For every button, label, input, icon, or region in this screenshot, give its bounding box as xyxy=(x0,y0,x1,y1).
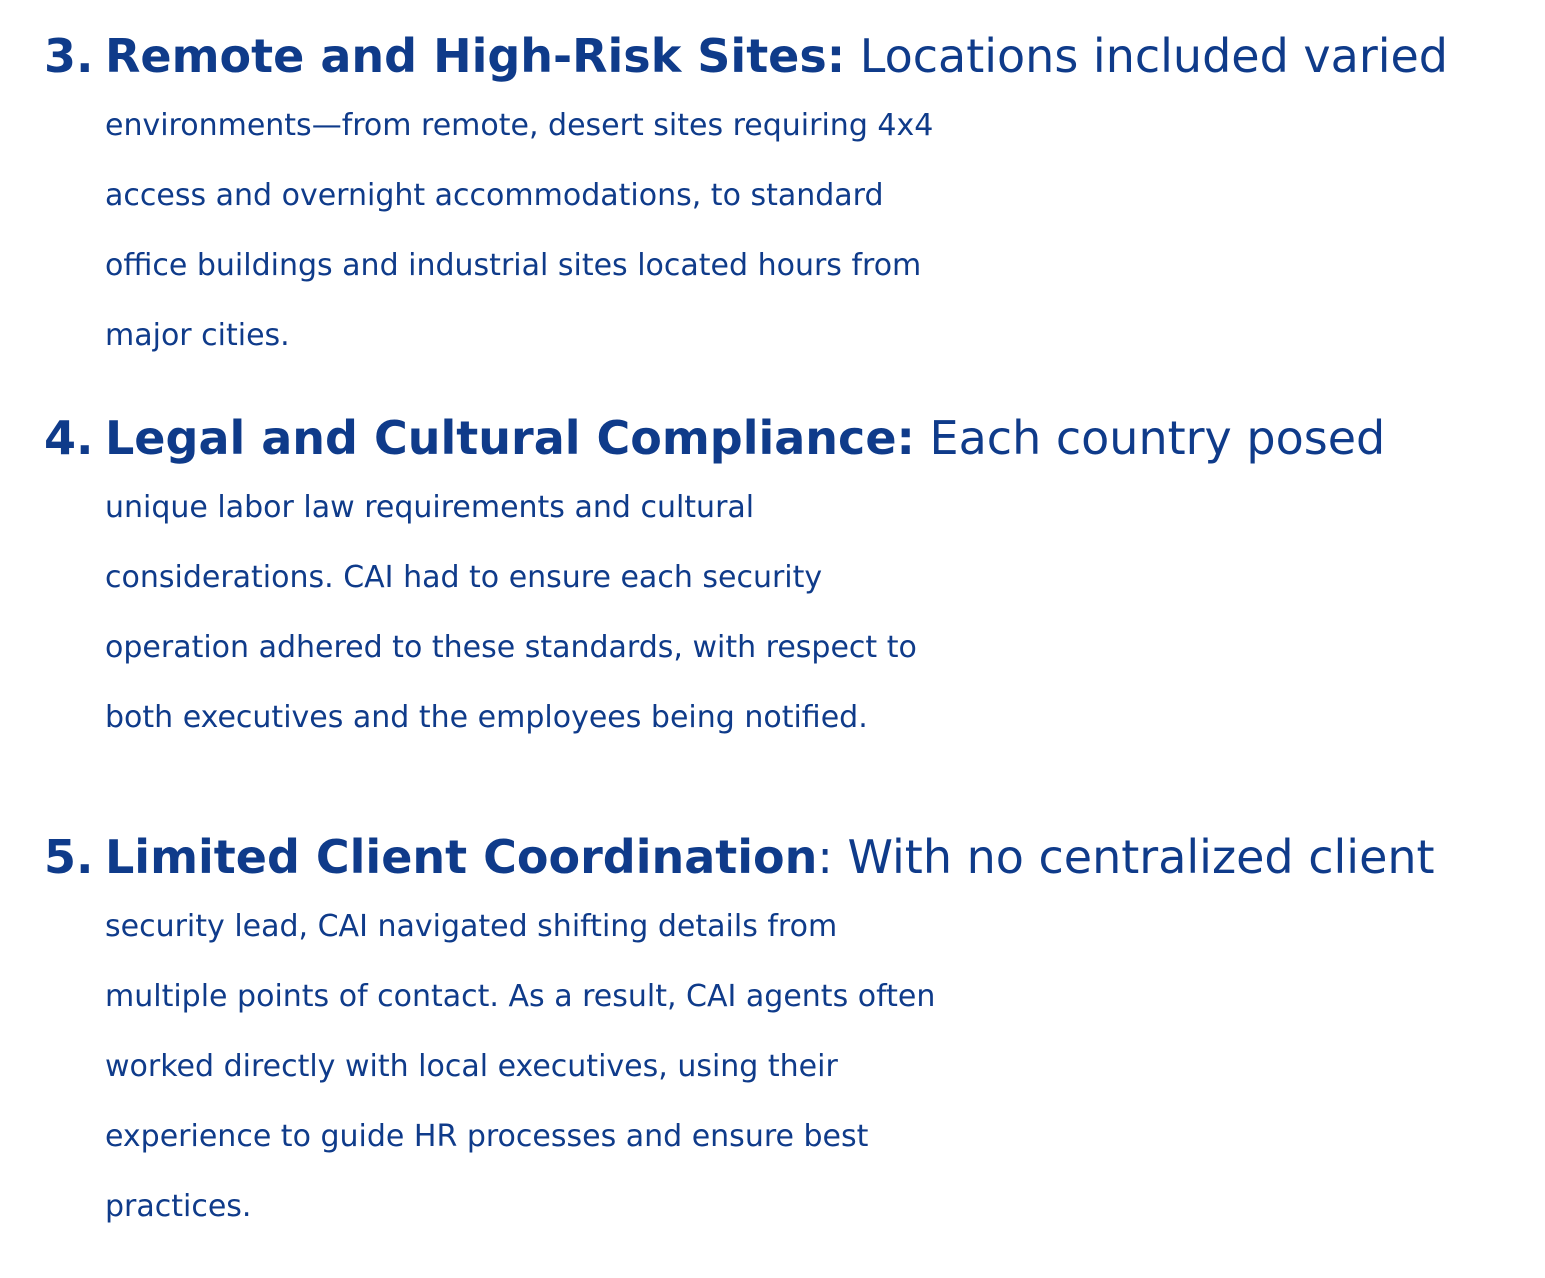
list-number: 4. xyxy=(44,411,94,465)
list-item-text-line: multiple points of contact. As a result, CAI agents often xyxy=(105,979,936,1014)
list-item-remote-high-risk-sites xyxy=(44,21,1514,371)
list-item-text: Each country posed xyxy=(914,411,1386,465)
list-item-limited-client-coordination xyxy=(44,822,1514,1242)
list-item-heading: Limited Client Coordination xyxy=(105,830,818,884)
list-item-text-line: practices. xyxy=(105,1189,252,1224)
list-item-text-line: security lead, CAI navigated shifting details from xyxy=(105,909,838,944)
list-item-text-line: access and overnight accommodations, to standard xyxy=(105,178,884,213)
list-item-text-line: office buildings and industrial sites located hours from xyxy=(105,248,922,283)
list-number: 3. xyxy=(44,29,94,83)
list-item-first-line xyxy=(44,21,1514,91)
list-item-text: Locations included varied xyxy=(845,29,1449,83)
list-item-heading: Remote and High-Risk Sites: xyxy=(105,29,846,83)
list-item-text-line: unique labor law requirements and cultural xyxy=(105,490,755,525)
list-item-heading: Legal and Cultural Compliance: xyxy=(105,411,915,465)
list-item-legal-cultural-compliance xyxy=(44,403,1514,753)
list-item-text-line: environments—from remote, desert sites requiring 4x4 xyxy=(105,108,934,143)
list-item-text-line: operation adhered to these standards, with respect to xyxy=(105,630,917,665)
list-item-text-line: experience to guide HR processes and ensure best xyxy=(105,1119,869,1154)
list-item-first-line xyxy=(44,822,1514,892)
list-item-text-line: major cities. xyxy=(105,318,290,353)
list-item-text-line: considerations. CAI had to ensure each security xyxy=(105,560,823,595)
list-item-text-line: both executives and the employees being notified. xyxy=(105,700,868,735)
list-item-text-line: worked directly with local executives, using their xyxy=(105,1049,838,1084)
list-item-first-line xyxy=(44,403,1514,473)
list-number: 5. xyxy=(44,830,94,884)
list-item-text: : With no centralized client xyxy=(817,830,1435,884)
